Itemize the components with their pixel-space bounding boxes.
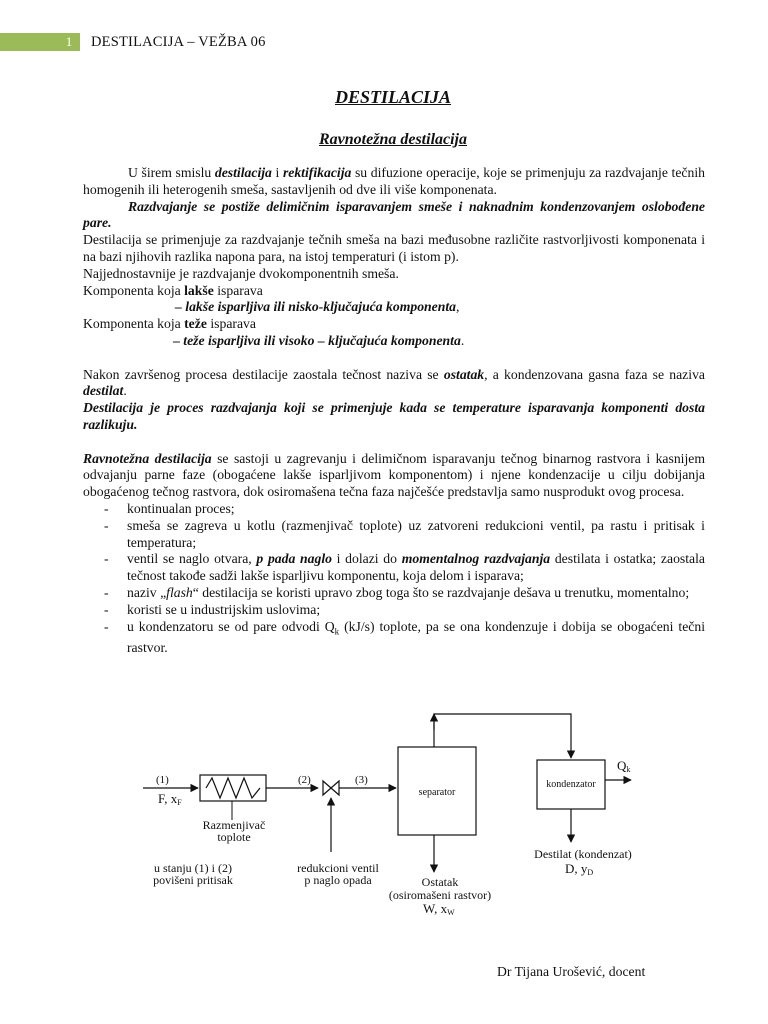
- heavier-component-definition: – teže isparljiva ili visoko – ključajuća komponenta.: [173, 332, 465, 348]
- distillate-label: Destilat (kondenzat): [534, 847, 632, 861]
- separator-label: separator: [418, 787, 456, 798]
- equilibrium-paragraph: Ravnotežna destilacija se sastoji u zagrevanju i delimičnom isparavanju tečnog binarnog rastvora i kasnijem odvajanju parne faze (obogaćene lakše isparljivom komponentom) i njene kondenzacije u cilju dobijanja obogaćenog tečnog rastvora, dok osiromašena tečna faza najčešće predstavlja samo nusprodukt ovog procesa.: [83, 450, 706, 500]
- valve-label: redukcioni ventil p naglo opada: [297, 861, 379, 887]
- flash-distillation-diagram: [0, 690, 768, 930]
- intro-paragraph: U širem smislu destilacija i rektifikacija su difuzione operacije, koje se primenjuju za razdvajanje tečnih homogenih ili heterogenih smeša, sastavljenih od dve ili više komponenata.: [83, 165, 705, 197]
- stream-2-label: (2): [298, 774, 311, 786]
- author-footer: Dr Tijana Urošević, docent: [497, 964, 646, 979]
- list-item: - smeša se zagreva u kotlu (razmenjivač toplote) uz zatvoreni redukcioni ventil, pa rastu i pritisak i temperatura;: [83, 518, 705, 552]
- residue-stream-label: W, xW: [423, 901, 455, 917]
- page-number: 1: [65, 34, 73, 49]
- distillate-stream-label: D, yD: [565, 861, 594, 877]
- list-item: - u kondenzatoru se od pare odvodi $Q_k$ (kJ/s) toplote, pa se ona kondenzuje i dobija se obogaćeni tečni rastvor.: [83, 619, 705, 657]
- list-item: - naziv „flash“ destilacija se koristi upravo zbog toga što se razdvajanje dešava u trenutku, momentalno;: [83, 585, 705, 602]
- stream-1-label: (1): [156, 774, 169, 786]
- section-title: Ravnotežna destilacija: [319, 131, 467, 148]
- reducing-valve: [323, 781, 339, 795]
- pressure-condition-label: u stanju (1) i (2) povišeni pritisak: [153, 861, 233, 887]
- stream-3-label: (3): [355, 774, 368, 786]
- process-bullet-list: [83, 501, 705, 657]
- separation-statement: Razdvajanje se postiže delimičnim isparavanjem smeše i naknadnim kondenzovanjem oslobođene pare.: [83, 198, 705, 231]
- condenser-label: kondenzator: [546, 779, 596, 790]
- lighter-component-line: Komponenta koja lakše isparava: [83, 282, 263, 298]
- running-title: DESTILACIJA – VEŽBA 06: [91, 34, 266, 50]
- list-item: - koristi se u industrijskim uslovima;: [83, 602, 705, 619]
- page-title: DESTILACIJA: [334, 87, 452, 107]
- heat-exchanger-box: [200, 775, 266, 801]
- feed-label: F, xF: [158, 791, 182, 807]
- document-body: [83, 165, 705, 657]
- application-paragraph: Destilacija se primenjuje za razdvajanje tečnih smeša na bazi međusobne različite rastvorljivosti komponenata i na bazi njihovih razlika napona para, na istoj temperaturi (i istom p).: [83, 232, 705, 264]
- list-item: - ventil se naglo otvara, p pada naglo i dolazi do momentalnog razdvajanja destilata i ostatka; zaostala tečnost takođe sadži lakše isparljivu komponentu, koja delom i isparava;: [83, 551, 705, 585]
- heat-removed-label: Qk: [617, 758, 631, 774]
- list-item: - kontinualan proces;: [83, 501, 705, 518]
- definition-paragraph: Destilacija je proces razdvajanja koji se primenjuje kada se temperature isparavanja komponenti dosta razlikuju.: [83, 400, 705, 432]
- residue-paragraph: Nakon završenog procesa destilacije zaostala tečnost naziva se ostatak, a kondenzovana gasna faza se naziva destilat.: [83, 366, 705, 399]
- lighter-component-definition: – lakše isparljiva ili nisko-ključajuća komponenta,: [175, 299, 460, 315]
- residue-label: Ostatak (osiromašeni rastvor): [388, 875, 492, 902]
- simplest-line: Najjednostavnije je razdvajanje dvokomponentnih smeša.: [83, 265, 399, 281]
- heavier-component-line: Komponenta koja teže isparava: [83, 316, 256, 332]
- heat-exchanger-label: Razmenjivač toplote: [202, 818, 266, 844]
